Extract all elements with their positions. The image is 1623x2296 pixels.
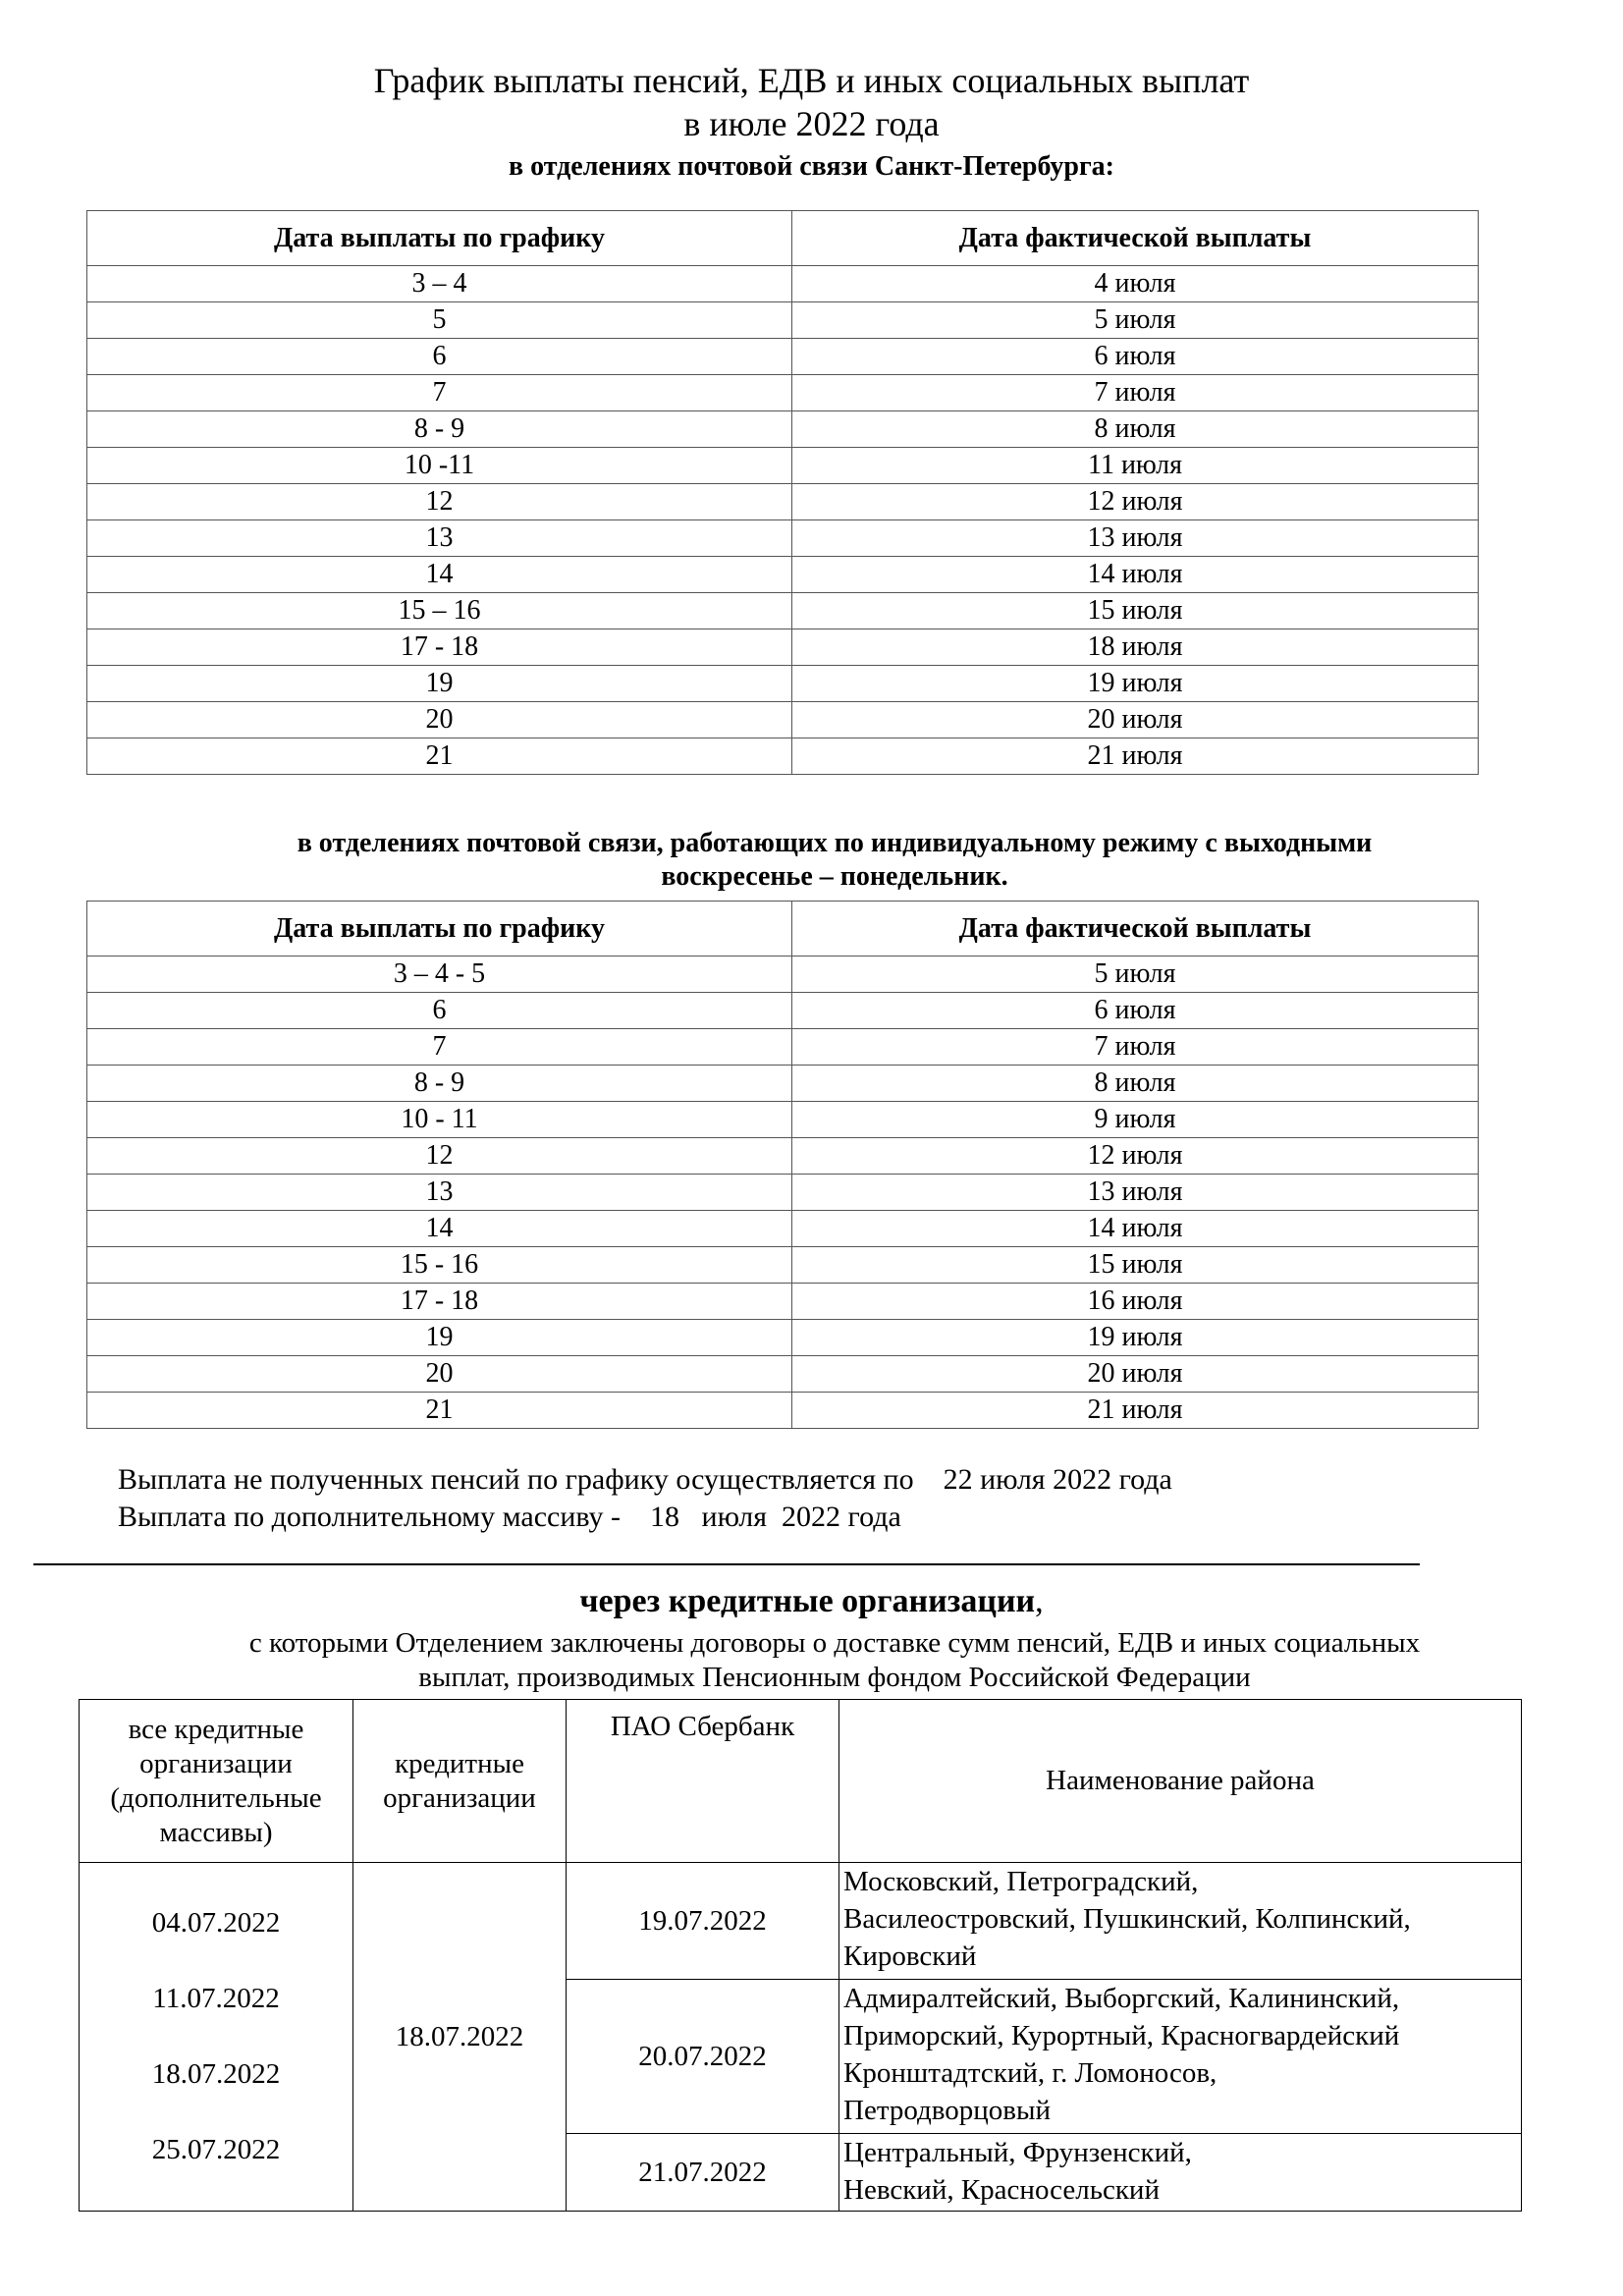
note-unpaid-pensions: Выплата не полученных пенсий по графику осуществляется по 22 июля 2022 года xyxy=(118,1463,1172,1496)
scheduled-date-cell: 5 xyxy=(87,302,792,339)
scheduled-date-cell: 8 - 9 xyxy=(87,1066,792,1102)
scheduled-date-cell: 15 - 16 xyxy=(87,1247,792,1284)
district-list xyxy=(839,1863,1522,1980)
table-row xyxy=(87,738,1479,775)
scheduled-date-cell: 14 xyxy=(87,557,792,593)
actual-date-cell: 13 июля xyxy=(792,520,1479,557)
credit-section-subtitle xyxy=(137,1626,1532,1695)
section2-heading-line1: в отделениях почтовой связи, работающих по индивидуальному режиму с выходными xyxy=(297,828,1373,858)
table-row xyxy=(87,411,1479,448)
header-all-credit-orgs xyxy=(80,1700,353,1863)
header-line: массивы) xyxy=(159,1816,273,1848)
actual-date-cell: 16 июля xyxy=(792,1284,1479,1320)
horizontal-divider xyxy=(33,1563,1420,1565)
actual-date-cell: 15 июля xyxy=(792,593,1479,629)
scheduled-date-cell: 10 -11 xyxy=(87,448,792,484)
scheduled-date-cell: 8 - 9 xyxy=(87,411,792,448)
sber-date: 21.07.2022 xyxy=(567,2134,839,2212)
scheduled-date-cell: 20 xyxy=(87,1356,792,1393)
table-row xyxy=(87,520,1479,557)
header-credit-orgs xyxy=(353,1700,567,1863)
scheduled-date-cell: 14 xyxy=(87,1211,792,1247)
table-row xyxy=(87,993,1479,1029)
credit-row xyxy=(80,1863,1522,1980)
credit-orgs-date: 18.07.2022 xyxy=(353,1863,567,2212)
header-sberbank: ПАО Сбербанк xyxy=(567,1700,839,1863)
district-line: Невский, Красносельский xyxy=(843,2174,1160,2206)
actual-date-cell: 12 июля xyxy=(792,484,1479,520)
actual-date-cell: 20 июля xyxy=(792,1356,1479,1393)
table-row xyxy=(87,957,1479,993)
district-list xyxy=(839,1980,1522,2134)
actual-date-cell: 7 июля xyxy=(792,1029,1479,1066)
scheduled-date-cell: 17 - 18 xyxy=(87,1284,792,1320)
actual-date-cell: 9 июля xyxy=(792,1102,1479,1138)
actual-date-cell: 18 июля xyxy=(792,629,1479,666)
scheduled-date-cell: 6 xyxy=(87,339,792,375)
actual-date-cell: 5 июля xyxy=(792,302,1479,339)
table-header-row xyxy=(87,211,1479,266)
header-line: организации xyxy=(383,1781,536,1814)
document-title-period: в июле 2022 года xyxy=(683,104,940,143)
table-row xyxy=(87,666,1479,702)
credit-subtitle-line1: с которыми Отделением заключены договоры о доставке сумм пенсий, ЕДВ и иных социальных xyxy=(248,1627,1421,1659)
header-scheduled-date: Дата выплаты по графику xyxy=(87,902,792,957)
table-row xyxy=(87,302,1479,339)
document-title: График выплаты пенсий, ЕДВ и иных социальных выплат xyxy=(373,61,1250,100)
header-line: кредитные xyxy=(395,1747,524,1779)
actual-date-cell: 19 июля xyxy=(792,1320,1479,1356)
scheduled-date-cell: 17 - 18 xyxy=(87,629,792,666)
actual-date-cell: 20 июля xyxy=(792,702,1479,738)
sber-date: 19.07.2022 xyxy=(567,1863,839,1980)
table-row xyxy=(87,1320,1479,1356)
actual-date-cell: 6 июля xyxy=(792,993,1479,1029)
date-value: 18.07.2022 xyxy=(151,2058,281,2090)
all-orgs-dates xyxy=(80,1863,353,2212)
credit-subtitle-line2: выплат, производимых Пенсионным фондом Российской Федерации xyxy=(418,1662,1251,1693)
scheduled-date-cell: 13 xyxy=(87,1175,792,1211)
table-row xyxy=(87,1247,1479,1284)
table-row xyxy=(87,1066,1479,1102)
table-row xyxy=(87,557,1479,593)
table-row xyxy=(87,1029,1479,1066)
actual-date-cell: 21 июля xyxy=(792,1393,1479,1429)
scheduled-date-cell: 10 - 11 xyxy=(87,1102,792,1138)
scheduled-date-cell: 19 xyxy=(87,1320,792,1356)
actual-date-cell: 12 июля xyxy=(792,1138,1479,1175)
table-row xyxy=(87,1284,1479,1320)
district-line: Кировский xyxy=(843,1941,977,1972)
credit-header-row xyxy=(80,1700,1522,1863)
actual-date-cell: 13 июля xyxy=(792,1175,1479,1211)
section2-heading xyxy=(147,827,1522,894)
actual-date-cell: 14 июля xyxy=(792,557,1479,593)
scheduled-date-cell: 7 xyxy=(87,375,792,411)
table-row xyxy=(87,375,1479,411)
actual-date-cell: 14 июля xyxy=(792,1211,1479,1247)
district-line: Василеостровский, Пушкинский, Колпинский, xyxy=(843,1903,1411,1935)
table-row xyxy=(87,1393,1479,1429)
scheduled-date-cell: 12 xyxy=(87,484,792,520)
table-row xyxy=(87,1138,1479,1175)
table-row xyxy=(87,448,1479,484)
district-line: Адмиралтейский, Выборгский, Калининский, xyxy=(843,1983,1400,2014)
district-line: Московский, Петроградский, xyxy=(843,1866,1199,1897)
header-district: Наименование района xyxy=(839,1700,1522,1863)
table-row xyxy=(87,484,1479,520)
scheduled-date-cell: 21 xyxy=(87,1393,792,1429)
credit-heading-bold: через кредитные организации xyxy=(579,1583,1036,1619)
table-row xyxy=(87,339,1479,375)
district-list xyxy=(839,2134,1522,2212)
header-line: (дополнительные xyxy=(110,1781,322,1814)
actual-date-cell: 7 июля xyxy=(792,375,1479,411)
header-actual-date: Дата фактической выплаты xyxy=(792,902,1479,957)
section2-heading-line2: воскресенье – понедельник. xyxy=(661,861,1008,892)
district-line: Петродворцовый xyxy=(843,2095,1051,2126)
actual-date-cell: 5 июля xyxy=(792,957,1479,993)
scheduled-date-cell: 7 xyxy=(87,1029,792,1066)
scheduled-date-cell: 13 xyxy=(87,520,792,557)
scheduled-date-cell: 6 xyxy=(87,993,792,1029)
section1-heading: в отделениях почтовой связи Санкт-Петербурга: xyxy=(508,151,1114,182)
actual-date-cell: 4 июля xyxy=(792,266,1479,302)
date-value: 25.07.2022 xyxy=(151,2134,281,2165)
table-row xyxy=(87,593,1479,629)
credit-organizations-table xyxy=(79,1699,1522,2212)
scheduled-date-cell: 3 – 4 xyxy=(87,266,792,302)
scheduled-date-cell: 19 xyxy=(87,666,792,702)
scheduled-date-cell: 21 xyxy=(87,738,792,775)
credit-heading-tail: , xyxy=(1035,1583,1044,1619)
header-line: все кредитные xyxy=(128,1713,304,1745)
table-row xyxy=(87,1356,1479,1393)
table-body xyxy=(87,957,1479,1429)
actual-date-cell: 21 июля xyxy=(792,738,1479,775)
header-scheduled-date: Дата выплаты по графику xyxy=(87,211,792,266)
table-row xyxy=(87,266,1479,302)
table-row xyxy=(87,1175,1479,1211)
credit-section-heading xyxy=(0,1581,1623,1622)
actual-date-cell: 11 июля xyxy=(792,448,1479,484)
scheduled-date-cell: 15 – 16 xyxy=(87,593,792,629)
table-body xyxy=(87,266,1479,775)
note-additional-array: Выплата по дополнительному массиву - 18 июля 2022 года xyxy=(118,1501,901,1533)
sber-date: 20.07.2022 xyxy=(567,1980,839,2134)
schedule-table-individual xyxy=(86,901,1479,1429)
actual-date-cell: 15 июля xyxy=(792,1247,1479,1284)
scheduled-date-cell: 20 xyxy=(87,702,792,738)
actual-date-cell: 8 июля xyxy=(792,1066,1479,1102)
district-line: Кронштадтский, г. Ломоносов, xyxy=(843,2057,1217,2089)
table-header-row xyxy=(87,902,1479,957)
actual-date-cell: 6 июля xyxy=(792,339,1479,375)
table-row xyxy=(87,1102,1479,1138)
scheduled-date-cell: 3 – 4 - 5 xyxy=(87,957,792,993)
date-value: 11.07.2022 xyxy=(152,1983,280,2014)
actual-date-cell: 8 июля xyxy=(792,411,1479,448)
table-row xyxy=(87,629,1479,666)
header-line: организации xyxy=(139,1747,293,1779)
date-value: 04.07.2022 xyxy=(151,1907,281,1939)
actual-date-cell: 19 июля xyxy=(792,666,1479,702)
table-row xyxy=(87,702,1479,738)
schedule-table-standard xyxy=(86,210,1479,775)
district-line: Центральный, Фрунзенский, xyxy=(843,2137,1192,2168)
header-actual-date: Дата фактической выплаты xyxy=(792,211,1479,266)
table-row xyxy=(87,1211,1479,1247)
district-line: Приморский, Курортный, Красногвардейский xyxy=(843,2020,1400,2051)
scheduled-date-cell: 12 xyxy=(87,1138,792,1175)
